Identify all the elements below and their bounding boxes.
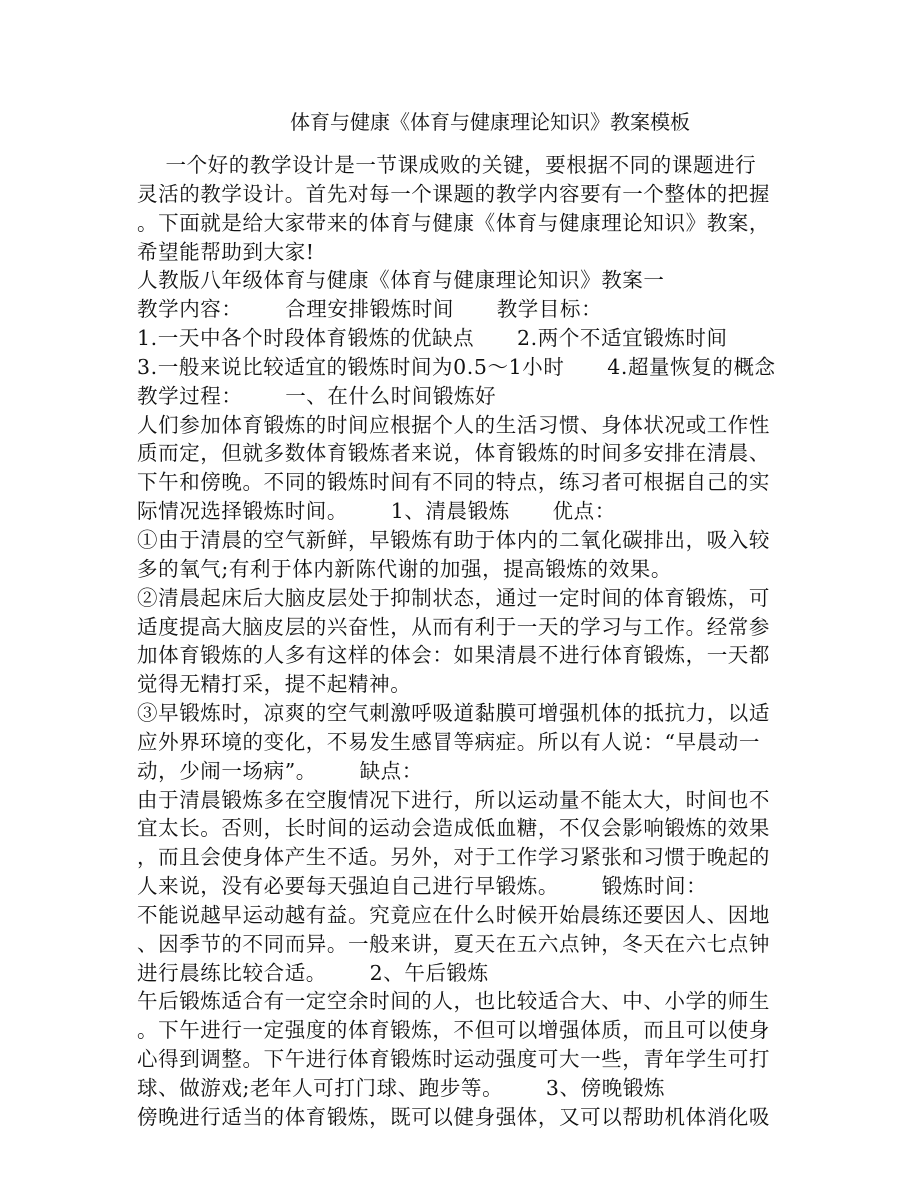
text-line: 适度提高大脑皮层的兴奋性，从而有利于一天的学习与工作。经常参 <box>137 614 770 639</box>
text-line: 人来说，没有必要每天强迫自己进行早锻炼。 锻炼时间： <box>137 874 708 899</box>
text-line: 多的氧气;有利于体内新陈代谢的加强，提高锻炼的效果。 <box>137 556 673 581</box>
text-line: 一个好的教学设计是一节课成败的关键，要根据不同的课题进行 <box>137 153 757 177</box>
text-line: 动，少闹一场病”。 缺点： <box>137 758 423 783</box>
text-line: 球、做游戏;老年人可打门球、跑步等。 3、傍晚锻炼 <box>137 1076 666 1100</box>
text-line: ②清晨起床后大脑皮层处于抑制状态，通过一定时间的体育锻炼，可 <box>137 585 770 610</box>
text-line: 午后锻炼适合有一定空余时间的人，也比较适合大、中、小学的师生 <box>137 989 770 1014</box>
text-line: 人教版八年级体育与健康《体育与健康理论知识》教案一 <box>137 268 665 293</box>
document-title: 体育与健康《体育与健康理论知识》教案模板 <box>290 110 690 134</box>
text-line: 1.一天中各个时段体育锻炼的优缺点 2.两个不适宜锻炼时间 <box>137 326 728 351</box>
text-line: 质而定，但就多数体育锻炼者来说，体育锻炼的时间多安排在清晨、 <box>137 441 770 466</box>
text-line: 3.一般来说比较适宜的锻炼时间为0.5～1小时 4.超量恢复的概念 <box>137 354 776 379</box>
text-line: ①由于清晨的空气新鲜，早锻炼有助于体内的二氧化碳排出，吸入较 <box>137 527 770 552</box>
text-line: 进行晨练比较合适。 2、午后锻炼 <box>137 960 489 985</box>
text-line: 、因季节的不同而异。一般来讲，夏天在五六点钟，冬天在六七点钟 <box>137 931 770 956</box>
text-line: 加体育锻炼的人多有这样的体会：如果清晨不进行体育锻炼，一天都 <box>137 643 770 668</box>
text-line: 由于清晨锻炼多在空腹情况下进行，所以运动量不能太大，时间也不 <box>137 787 770 812</box>
text-line: 傍晚进行适当的体育锻炼，既可以健身强体，又可以帮助机体消化吸 <box>137 1104 770 1129</box>
text-line: 应外界环境的变化，不易发生感冒等病症。所以有人说：“早晨动一 <box>137 729 760 754</box>
text-line: 教学过程： 一、在什么时间锻炼好 <box>137 383 497 408</box>
text-line: ，而且会使身体产生不适。另外，对于工作学习紧张和习惯于晚起的 <box>137 845 770 870</box>
text-line: 人们参加体育锻炼的时间应根据个人的生活习惯、身体状况或工作性 <box>137 412 770 437</box>
text-line: 下午和傍晚。不同的锻炼时间有不同的特点，练习者可根据自己的实 <box>137 470 770 495</box>
text-line: 希望能帮助到大家! <box>137 239 315 264</box>
document-body <box>137 151 777 1132</box>
text-line: 觉得无精打采，提不起精神。 <box>137 672 412 697</box>
text-line: 。下面就是给大家带来的体育与健康《体育与健康理论知识》教案， <box>137 210 770 235</box>
text-line: 。下午进行一定强度的体育锻炼，不但可以增强体质，而且可以使身 <box>137 1018 770 1043</box>
text-line: 不能说越早运动越有益。究竟应在什么时候开始晨练还要因人、因地 <box>137 902 770 927</box>
text-line: 心得到调整。下午进行体育锻炼时运动强度可大一些，青年学生可打 <box>137 1047 770 1072</box>
text-line: ③早锻炼时，凉爽的空气刺激呼吸道黏膜可增强机体的抵抗力，以适 <box>137 701 770 726</box>
text-line: 灵活的教学设计。首先对每一个课题的教学内容要有一个整体的把握 <box>137 181 770 206</box>
text-line: 教学内容： 合理安排锻炼时间 教学目标： <box>137 297 603 322</box>
text-line: 际情况选择锻炼时间。 1、清晨锻炼 优点： <box>137 499 616 524</box>
text-line: 宜太长。否则，长时间的运动会造成低血糖，不仅会影响锻炼的效果 <box>137 816 770 841</box>
